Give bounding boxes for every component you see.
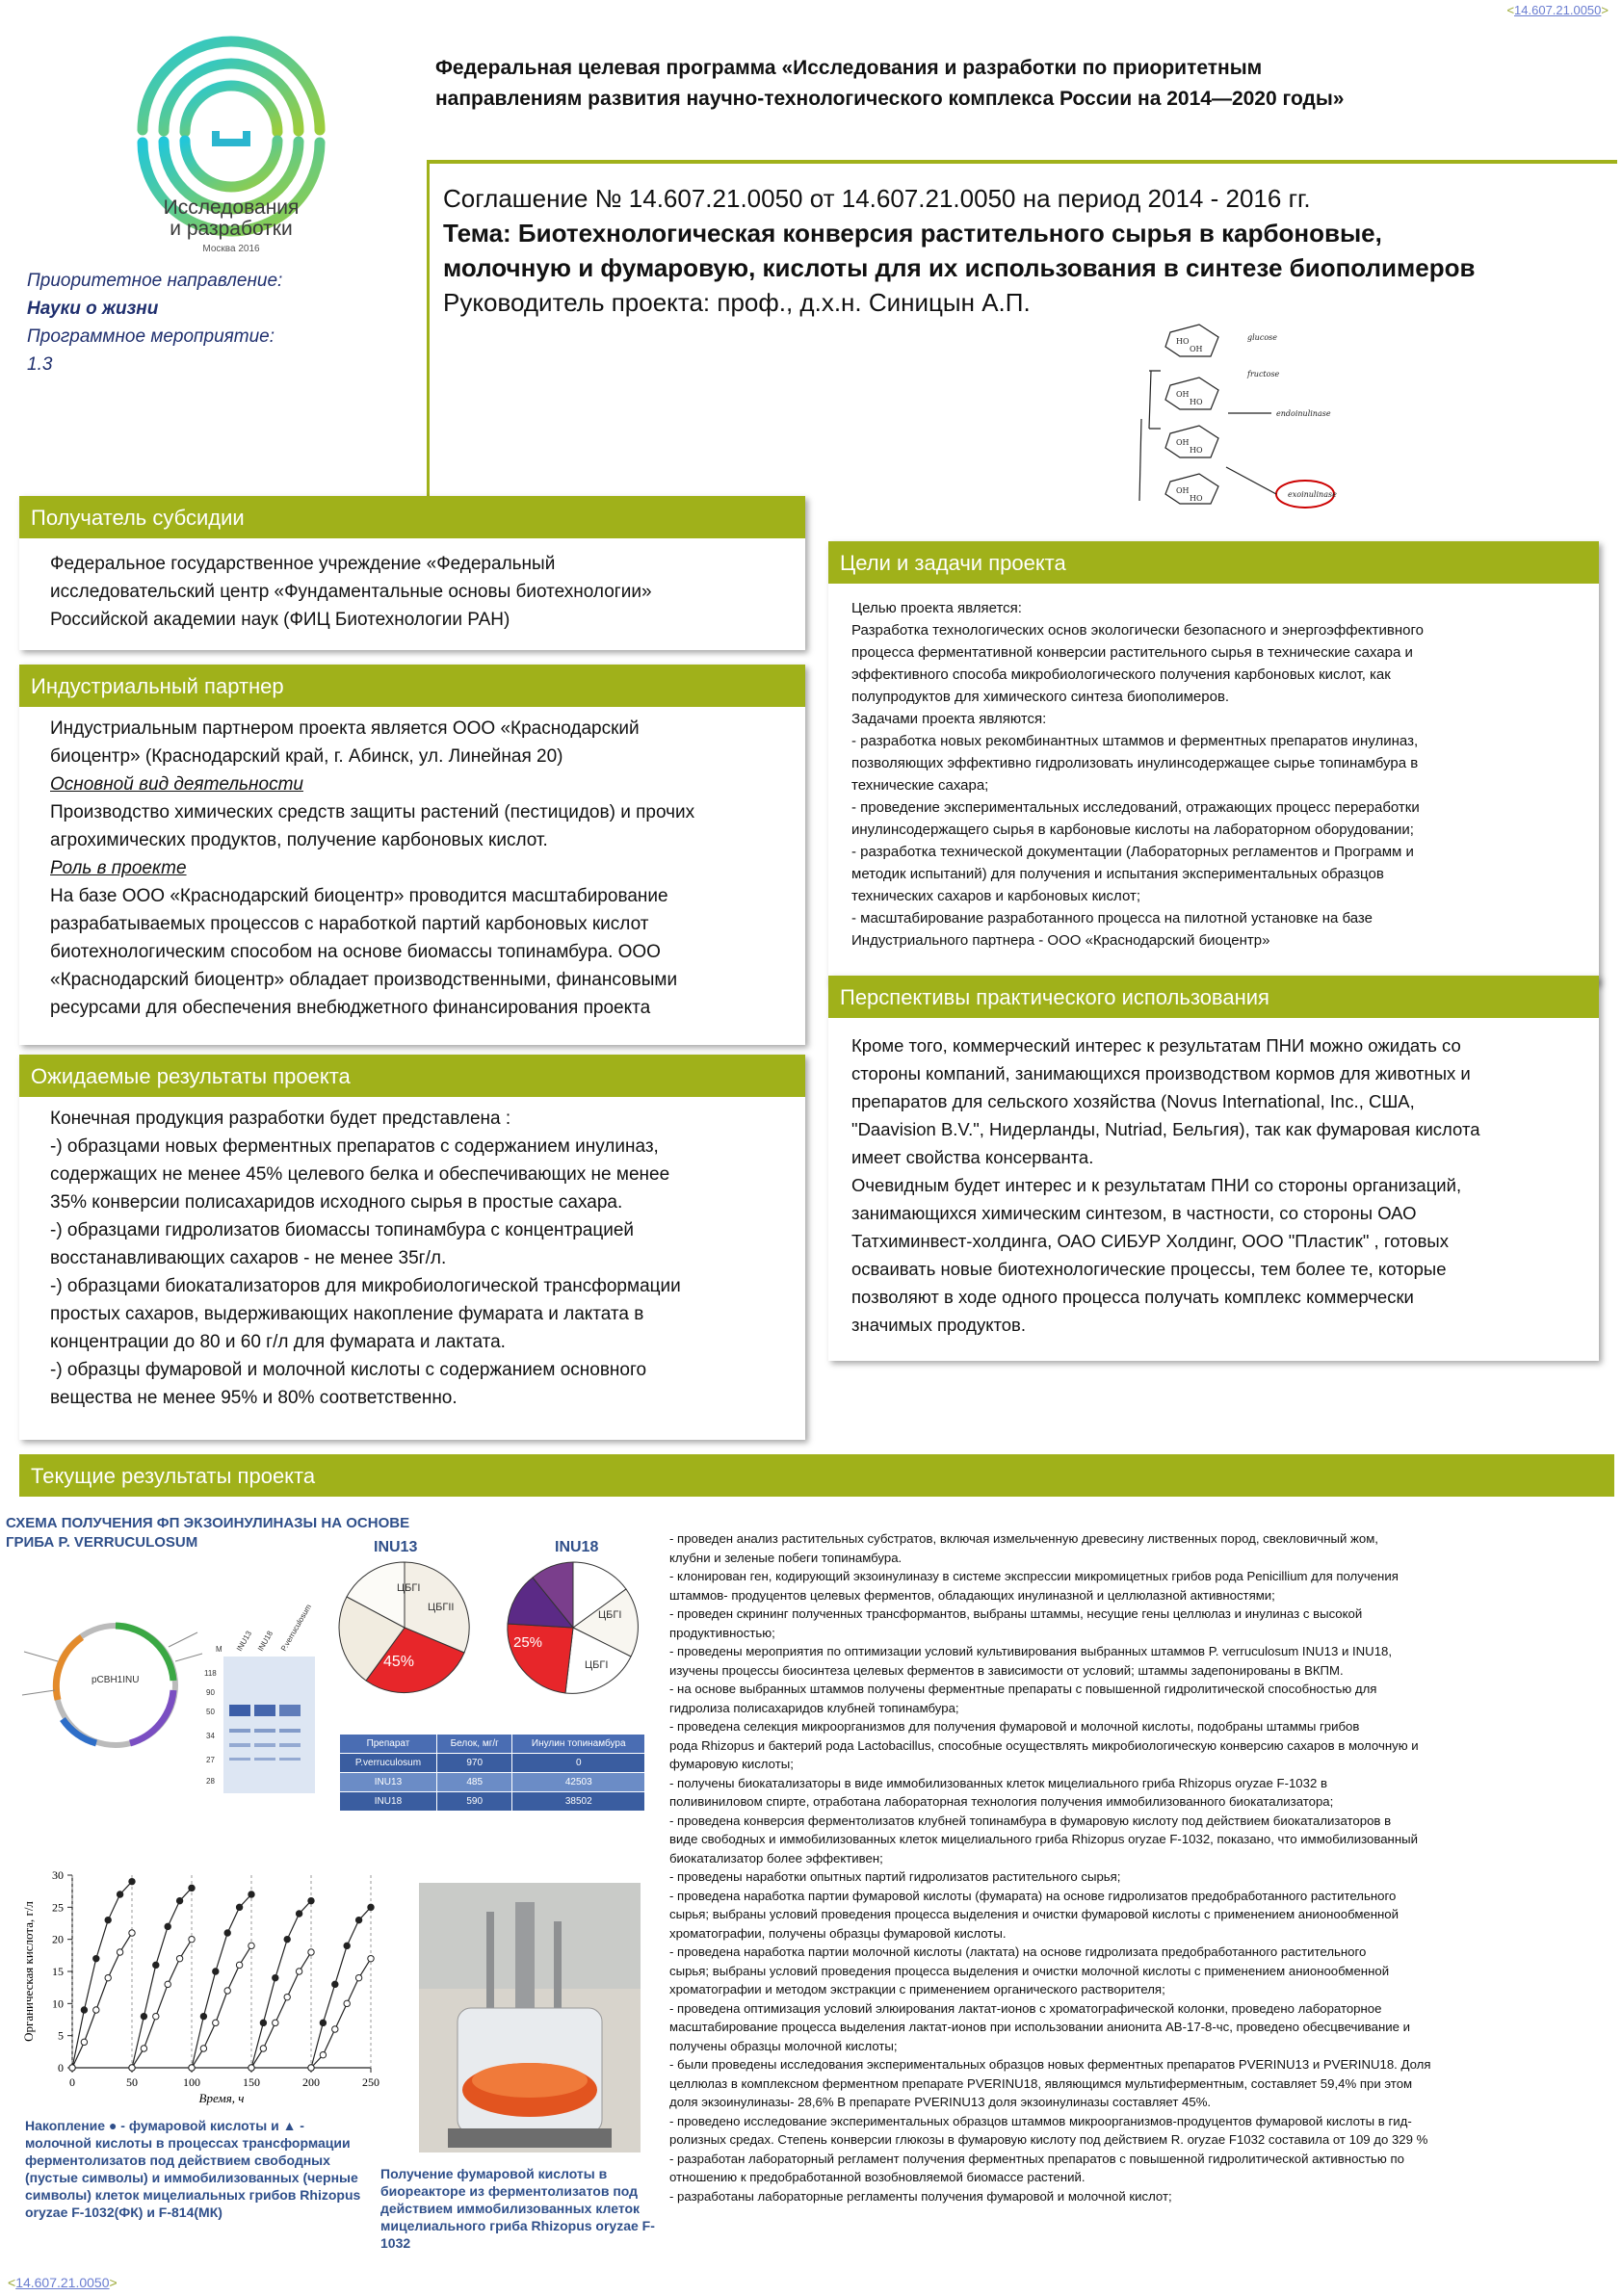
expected-line: -) образцы фумаровой и молочной кислоты с содержанием основного <box>50 1360 647 1380</box>
gel-marker: 50 <box>206 1708 215 1716</box>
series-line-cycle4-immobilized <box>251 1901 311 2068</box>
data-point <box>105 1974 111 1980</box>
prospects-line: Кроме того, коммерческий интерес к результатам ПНИ можно ожидать со <box>851 1035 1461 1056</box>
data-point <box>332 2026 338 2032</box>
current-result-line: изучены процессы биосинтеза целевых ферментов в зависимости от условий; штаммы задепонированы в ВКПМ. <box>669 1662 1344 1678</box>
expected-line: концентрации до 80 и 60 г/л для фумарата и лактата. <box>50 1332 506 1352</box>
svg-text:HO: HO <box>1190 398 1203 406</box>
recipient-panel <box>19 496 805 650</box>
current-result-line: отношению к предобработанной возобновляемой биомассе растений. <box>669 2170 1086 2184</box>
current-result-line: - проведена селекция микроорганизмов для получения фумаровой и молочной кислоты, подобраны штаммы грибов <box>669 1719 1360 1734</box>
current-result-line: - разработаны лабораторные регламенты получения фумаровой и молочной кислот; <box>669 2188 1172 2204</box>
expected-line: восстанавливающих сахаров - не менее 35г/л. <box>50 1248 447 1268</box>
logo-text <box>116 197 347 254</box>
svg-text:HO: HO <box>1190 494 1203 503</box>
recipient-body <box>19 538 805 634</box>
goals-body <box>828 584 1599 952</box>
current-result-line: - получены биокатализаторы в виде иммобилизованных клеток мицелиального гриба Rhizopus oryzae F-1032 в <box>669 1775 1327 1790</box>
expected-line: -) образцами новых ферментных препаратов с содержанием инулиназ, <box>50 1136 659 1157</box>
data-point <box>129 2065 135 2071</box>
expected-line: вещества не менее 95% и 80% соответственно. <box>50 1388 458 1408</box>
current-result-line: доля экзоинулиназы- 28,6% В препарате PVERINU13 доля экзоинулиназы составляет 45%. <box>669 2095 1212 2109</box>
table-header-cell: Инулин топинамбура <box>512 1735 645 1754</box>
logo-line1: Исследования <box>163 196 300 219</box>
prospects-line: Очевидным будет интерес и к результатам ПНИ со стороны организаций, <box>851 1175 1462 1195</box>
partner-line: агрохимических продуктов, получение карбоновых кислот. <box>50 830 548 850</box>
data-point <box>105 1917 111 1922</box>
prospects-line: имеет свойства консерванта. <box>851 1147 1094 1167</box>
schema-title <box>6 1514 507 1552</box>
prospects-line: стороны компаний, занимающихся производством кормов для животных и <box>851 1063 1471 1083</box>
program-title-line2: направлениям развития научно-технологического комплекса России на 2014—2020 годы» <box>435 88 1345 110</box>
y-tick-label: 15 <box>52 1965 64 1978</box>
data-point <box>81 2039 87 2045</box>
gel-marker: 28 <box>206 1777 215 1786</box>
current-result-line: виде свободных и иммобилизованных клеток мицелиального гриба Rhizopus oryzae F-1032, показано, что иммобилизованный <box>669 1832 1418 1846</box>
y-tick-label: 5 <box>58 2028 64 2043</box>
table-cell: 590 <box>436 1792 512 1812</box>
x-axis-label: Время, ч <box>198 2091 245 2105</box>
data-point <box>117 1949 122 1955</box>
priority-value1: Науки о жизни <box>27 299 159 319</box>
data-point <box>273 1974 278 1980</box>
recipient-line: Российской академии наук (ФИЦ Биотехнологии РАН) <box>50 610 510 630</box>
partner-line: разрабатываемых процессов с наработкой партий карбоновых кислот <box>50 914 649 934</box>
data-point <box>284 1936 290 1942</box>
table-cell: 38502 <box>512 1792 645 1812</box>
data-point <box>141 2046 146 2051</box>
current-result-line: гидролиза полисахаридов клубней топинамбура; <box>669 1700 959 1715</box>
current-result-line: сырья; выбраны условий проведения процесса выделения и очистки молочной кислоты с применением анионообменной <box>669 1963 1390 1978</box>
expected-line: -) образцами биокатализаторов для микробиологической трансформации <box>50 1276 681 1296</box>
current-result-line: штаммов- продуцентов целевых ферментов, обладающих инулиназной и целлюлазной активностями; <box>669 1587 1275 1603</box>
acid-accumulation-chart <box>19 1864 385 2104</box>
data-point <box>260 2020 266 2025</box>
data-point <box>176 1955 182 1961</box>
series-line-cycle1-immobilized <box>72 1882 132 2068</box>
partner-line: Индустриальным партнером проекта является ООО «Краснодарский <box>50 718 640 739</box>
current-result-line: - клонирован ген, кодирующий экзоинулиназу в системе экспрессии микромицетных грибов рода Penicillium для получения <box>669 1569 1399 1583</box>
data-point <box>344 2000 350 2006</box>
goals-line: - проведение экспериментальных исследований, отражающих процесс переработки <box>851 799 1420 816</box>
data-point <box>93 2007 99 2013</box>
table-row <box>340 1792 645 1812</box>
table-row <box>340 1773 645 1792</box>
prospects-line: "Daavision B.V.", Нидерланды, Nutriad, Бельгия), так как фумаровая кислота <box>851 1119 1480 1139</box>
current-result-line: биокатализатор более эффективен; <box>669 1850 883 1866</box>
data-point <box>249 1943 254 1948</box>
prospects-body <box>828 1018 1599 1339</box>
y-tick-label: 0 <box>58 2061 64 2074</box>
inulin-structure-diagram <box>1132 313 1339 510</box>
y-tick-label: 10 <box>52 1996 64 2011</box>
data-point <box>129 1878 135 1884</box>
expected-line: простых сахаров, выдерживающих накопление фумарата и лактата в <box>50 1304 644 1324</box>
data-point <box>368 1904 374 1910</box>
goals-line: методик испытаний) для получения и испытания экспериментальных образцов <box>851 866 1384 882</box>
expected-panel <box>19 1055 805 1440</box>
goals-line: Задачами проекта являются: <box>851 711 1047 727</box>
data-point <box>320 2051 326 2057</box>
table-cell: INU18 <box>340 1792 437 1812</box>
table-cell: 0 <box>512 1754 645 1773</box>
logo-sub: Москва 2016 <box>202 244 260 254</box>
goals-line: Разработка технологических основ экологически безопасного и энергоэффективного <box>851 622 1425 639</box>
data-point <box>153 1962 159 1968</box>
current-result-line: - проведена оптимизация условий элюирования лактат-ионов с хроматографической колонки, проведено лабораторное <box>669 2000 1382 2016</box>
goals-line: - разработка технической документации (Лабораторных регламентов и Программ и <box>851 844 1414 860</box>
goals-panel <box>828 541 1599 984</box>
goals-header: Цели и задачи проекта <box>828 541 1599 584</box>
data-point <box>273 2020 278 2025</box>
goals-line: полупродуктов для химического синтеза биополимеров. <box>851 689 1230 705</box>
gel-marker: 34 <box>206 1732 215 1740</box>
table-header-cell: Белок, мг/г <box>436 1735 512 1754</box>
data-point <box>141 2013 146 2019</box>
table-cell: INU13 <box>340 1773 437 1792</box>
topic-line2: молочную и фумаровую, кислоты для их использования в синтезе биополимеров <box>443 253 1476 282</box>
bottom-link[interactable]: <14.607.21.0050> <box>8 2275 118 2290</box>
current-result-line: - проведена наработка партии фумаровой кислоты (фумарата) на основе гидролизатов предобработанного растительного <box>669 1888 1397 1903</box>
pie2-title: INU18 <box>555 1539 599 1555</box>
x-tick-label: 250 <box>362 2075 379 2089</box>
data-point <box>200 2013 206 2019</box>
exoinulinase-label: exoinulinase <box>1288 490 1337 499</box>
data-point <box>81 2007 87 2013</box>
goals-line: процесса ферментативной конверсии растительного сырья в технические сахара и <box>851 644 1413 661</box>
frame-left-line <box>427 160 430 499</box>
recipient-line: исследовательский центр «Фундаментальные основы биотехнологии» <box>50 582 652 602</box>
expected-line: 35% конверсии полисахаридов исходного сырья в простые сахара. <box>50 1192 623 1213</box>
plasmid-label: pCBH1INU <box>92 1675 140 1685</box>
data-point <box>355 1917 361 1922</box>
expected-body <box>19 1097 805 1412</box>
goals-line: инулинсодержащего сырья в карбоновые кислоты на лабораторном оборудовании; <box>851 822 1414 838</box>
data-point <box>213 1969 219 1974</box>
data-point <box>224 1930 230 1936</box>
priority-block <box>27 267 282 378</box>
pie1-percent: 45% <box>383 1654 415 1670</box>
current-result-line: продуктивностью; <box>669 1625 775 1640</box>
svg-text:OH: OH <box>1176 438 1190 447</box>
prospects-line: осваивать новые биотехнологические процессы, тем более те, которые <box>851 1259 1447 1279</box>
partner-line: ресурсами для обеспечения внебюджетного финансирования проекта <box>50 998 651 1018</box>
agreement-line: Соглашение № 14.607.21.0050 от 14.607.21.0050 на период 2014 - 2016 гг. <box>443 184 1311 213</box>
svg-text:OH: OH <box>1190 345 1203 353</box>
y-tick-label: 20 <box>52 1932 64 1946</box>
x-tick-label: 0 <box>69 2075 75 2089</box>
prospects-line: позволяют в ходе одного процесса получать комплекс коммерчески <box>851 1287 1414 1307</box>
y-tick-label: 25 <box>52 1900 64 1915</box>
current-results-list <box>669 1529 1616 2205</box>
partner-subheading: Основной вид деятельности <box>50 774 303 795</box>
prospects-line: препаратов для сельского хозяйства (Novus International, Inc., США, <box>851 1091 1415 1111</box>
current-result-line: фумаровую кислоты; <box>669 1757 794 1771</box>
series-line-cycle3-immobilized <box>192 1894 251 2068</box>
data-point <box>296 1969 301 1974</box>
series-line-cycle5-free <box>311 1959 371 2068</box>
current-result-line: - проведен скрининг полученных трансформантов, выбраны штаммы, несущие гены целлюлаз и инулиназ с высокой <box>669 1606 1363 1621</box>
expected-line: содержащих не менее 45% целевого белка и обеспечивающих не менее <box>50 1164 670 1185</box>
data-point <box>236 1904 242 1910</box>
prospects-header: Перспективы практического использования <box>828 976 1599 1018</box>
current-result-line: - проведена наработка партии молочной кислоты (лактата) на основе гидролизата предобработанного растительного <box>669 1944 1367 1959</box>
priority-label2: Программное мероприятие: <box>27 326 275 347</box>
data-point <box>236 1962 242 1968</box>
prospects-line: Татхиминвест-холдинга, ОАО СИБУР Холдинг, ООО "Пластик" , готовых <box>851 1231 1449 1251</box>
frame-top-line <box>427 160 1617 164</box>
y-axis-label: Органическая кислота, г/л <box>21 1901 36 2042</box>
data-point <box>224 1988 230 1994</box>
table-cell: P.verruculosum <box>340 1754 437 1773</box>
data-point <box>213 2020 219 2025</box>
pie2-label-a: ЦБГI <box>598 1609 622 1621</box>
data-point <box>284 1994 290 1999</box>
table-header-cell: Препарат <box>340 1735 437 1754</box>
x-tick-label: 50 <box>126 2075 138 2089</box>
goals-line: - масштабирование разработанного процесса на пилотной установке на базе <box>851 910 1373 926</box>
partner-subheading: Роль в проекте <box>50 858 187 878</box>
table-cell: 485 <box>436 1773 512 1792</box>
schema-title-line2: ГРИБА P. VERRUCULOSUM <box>6 1534 198 1551</box>
program-title-line1: Федеральная целевая программа «Исследования и разработки по приоритетным <box>435 57 1263 79</box>
svg-text:HO: HO <box>1176 337 1190 346</box>
gel-lane-label: P.verruculosum <box>278 1603 314 1653</box>
fructose-label: fructose <box>1247 370 1280 378</box>
x-tick-label: 200 <box>302 2075 320 2089</box>
goals-line: Индустриального партнера - ООО «Краснодарский биоцентр» <box>851 932 1270 949</box>
pie-inu13 <box>337 1560 472 1695</box>
expected-line: Конечная продукция разработки будет представлена : <box>50 1109 511 1129</box>
series-line-cycle5-immobilized <box>311 1907 371 2068</box>
data-point <box>189 1885 195 1891</box>
enzyme-table <box>339 1734 645 1812</box>
data-point <box>308 2065 314 2071</box>
data-point <box>249 2065 254 2071</box>
leader-line: Руководитель проекта: проф., д.х.н. Синицын А.П. <box>443 288 1031 317</box>
data-point <box>69 2065 75 2071</box>
current-result-line: - на основе выбранных штаммов получены ферментные препараты с повышенной гидролитической способностью для <box>669 1682 1377 1696</box>
data-point <box>200 2046 206 2051</box>
data-point <box>189 1936 195 1942</box>
chart-caption: Накопление ● - фумаровой кислоты и ▲ - молочной кислоты в процессах трансформации ферментолизатов под действием свободных (пустые символы) и иммобилизованных (черные символы) клеток мицелиальных грибов Rhizopus oryzae F-1032(ФК) и F-814(МК) <box>25 2118 361 2220</box>
data-point <box>260 2046 266 2051</box>
data-point <box>308 1897 314 1903</box>
gel-marker: 118 <box>204 1669 217 1678</box>
partner-panel <box>19 665 805 1045</box>
goals-line: технические сахара; <box>851 777 989 794</box>
current-result-line: получены образцы молочной кислоты; <box>669 2038 898 2053</box>
data-point <box>189 2065 195 2071</box>
pie-inu18 <box>506 1560 641 1695</box>
table-header-row <box>340 1735 645 1754</box>
goals-line: эффективного способа микробиологического получения карбоновых кислот, как <box>851 666 1391 683</box>
current-result-line: - были проведены исследования экспериментальных образцов новых ферментных препаратов PVERINU13 и PVERINU18. Доля <box>669 2057 1431 2072</box>
goals-line: - разработка новых рекомбинантных штаммов и ферментных препаратов инулиназ, <box>851 733 1419 749</box>
gel-marker: 90 <box>206 1688 215 1697</box>
data-point <box>153 2013 159 2019</box>
x-tick-label: 100 <box>183 2075 200 2089</box>
glucose-label: glucose <box>1247 333 1277 342</box>
priority-label1: Приоритетное направление: <box>27 271 283 291</box>
data-point <box>165 1923 170 1929</box>
data-point <box>93 1955 99 1961</box>
partner-line: «Краснодарский биоцентр» обладает производственными, финансовыми <box>50 970 678 990</box>
current-result-line: - проведена конверсия ферментолизатов клубней топинамбура в фумаровую кислоту под действием биокатализаторов в <box>669 1813 1392 1828</box>
current-result-line: клубни и зеленые побеги топинамбура. <box>669 1550 903 1565</box>
data-point <box>308 1949 314 1955</box>
data-point <box>129 1930 135 1936</box>
svg-text:OH: OH <box>1176 486 1190 495</box>
data-point <box>344 1943 350 1948</box>
current-result-line: сырья; выбраны условий проведения процесса выделения и очистки фумаровой кислоты с применением анионообменной <box>669 1907 1399 1921</box>
pie2-percent: 25% <box>513 1634 543 1651</box>
pie1-title: INU13 <box>374 1539 418 1555</box>
data-point <box>320 2020 326 2025</box>
partner-line: биотехнологическим способом на основе биомассы топинамбура. ООО <box>50 942 661 962</box>
current-result-line: масштабирование процесса выделения лактат-ионов при использовании анионита АВ-17-8-чс, проведено обесцвечивание и <box>669 2020 1410 2034</box>
logo-icon <box>116 39 347 197</box>
partner-line: На базе ООО «Краснодарский биоцентр» проводится масштабирование <box>50 886 668 906</box>
current-result-line: целлюлаз в комплексном ферментном препарате PVERINU18, являющимся мультиферментным, составляет 59,4% при этом <box>669 2075 1413 2091</box>
prospects-panel <box>828 976 1599 1361</box>
data-point <box>355 1974 361 1980</box>
topic-line1: Тема: Биотехнологическая конверсия растительного сырья в карбоновые, <box>443 219 1382 248</box>
current-result-line: хроматографии, получены образцы фумаровой кислоты. <box>669 1925 1007 1941</box>
pie1-label-b: ЦБГII <box>428 1602 455 1613</box>
data-point <box>176 1897 182 1903</box>
current-result-line: рода Rhizopus и бактерий рода Lactobacillus, способные осуществлять микробиологическую конверсию сахаров в молочную и <box>669 1737 1419 1753</box>
recipient-line: Федеральное государственное учреждение «Федеральный <box>50 554 556 574</box>
data-point <box>368 1955 374 1961</box>
current-result-line: - проведены мероприятия по оптимизации условий культивирования выбранных штаммов P. verruculosum INU13 и INU18, <box>669 1644 1393 1658</box>
goals-line: технических сахаров и карбоновых кислот; <box>851 888 1140 904</box>
data-point <box>165 1981 170 1987</box>
top-link[interactable]: <14.607.21.0050> <box>1506 3 1609 17</box>
data-point <box>117 1892 122 1897</box>
logo-line2: и разработки <box>170 218 293 240</box>
current-result-line: - проведен анализ растительных субстратов, включая измельченную древесину лиственных пород, свекловичный жом, <box>669 1531 1378 1546</box>
current-result-line: ролизных средах. Степень конверсии глюкозы в фумаровую кислоту под действием R. oryzae F1032 составила от 109 до 329 % <box>669 2132 1428 2147</box>
x-tick-label: 150 <box>243 2075 260 2089</box>
priority-value2: 1.3 <box>27 354 53 375</box>
current-result-line: - проведено исследование экспериментальных образцов штаммов микроорганизмов-продуцентов фумаровой кислоты в гид- <box>669 2113 1412 2128</box>
current-result-line: поливиниловом спирте, отработана лабораторная технология получения иммобилизованного биокатализатора; <box>669 1794 1334 1809</box>
partner-body <box>19 707 805 1022</box>
gel-lane-label: INU13 <box>234 1629 254 1653</box>
bottom-link-anchor[interactable]: 14.607.21.0050 <box>15 2275 110 2290</box>
svg-text:HO: HO <box>1190 446 1203 455</box>
prospects-line: занимающихся химическим синтезом, в частности, со стороны ОАО <box>851 1203 1417 1223</box>
partner-line: биоцентр» (Краснодарский край, г. Абинск, ул. Линейная 20) <box>50 746 563 767</box>
current-result-line: - разработан лабораторный регламент получения ферментных препаратов с повышенной гидролитической активностью по <box>669 2151 1404 2166</box>
goals-line: позволяющих эффективно гидролизовать инулинсодержащее сырье топинамбура в <box>851 755 1419 771</box>
data-point <box>249 1892 254 1897</box>
gel-electrophoresis-image <box>202 1603 318 1796</box>
program-title <box>435 53 1543 115</box>
recipient-header: Получатель субсидии <box>19 496 805 538</box>
table-cell: 42503 <box>512 1773 645 1792</box>
goals-line: Целью проекта является: <box>851 600 1022 616</box>
bioreactor-caption: Получение фумаровой кислоты в биореакторе из ферментолизатов под действием иммобилизованных клеток мицелиального гриба Rhizopus oryzae F-1032 <box>380 2166 655 2251</box>
current-header: Текущие результаты проекта <box>19 1454 1614 1497</box>
prospects-line: значимых продуктов. <box>851 1315 1027 1335</box>
expected-header: Ожидаемые результаты проекта <box>19 1055 805 1097</box>
plasmid-map-diagram <box>14 1594 207 1777</box>
current-result-line: - проведены наработки опытных партий гидролизатов растительного сырья; <box>669 1869 1121 1884</box>
data-point <box>296 1911 301 1917</box>
expected-line: -) образцами гидролизатов биомассы топинамбура с концентрацией <box>50 1220 635 1240</box>
data-point <box>332 1981 338 1987</box>
series-line-cycle2-immobilized <box>132 1888 192 2068</box>
table-row <box>340 1754 645 1773</box>
pie2-label-b: ЦБГI <box>585 1659 609 1671</box>
gel-lane-label: M <box>216 1645 222 1654</box>
agreement-block <box>443 181 1609 320</box>
schema-title-line1: СХЕМА ПОЛУЧЕНИЯ ФП ЭКЗОИНУЛИНАЗЫ НА ОСНОВЕ <box>6 1515 410 1531</box>
table-cell: 970 <box>436 1754 512 1773</box>
gel-marker: 27 <box>206 1756 215 1764</box>
top-link-anchor[interactable]: 14.607.21.0050 <box>1514 3 1602 17</box>
partner-header: Индустриальный партнер <box>19 665 805 707</box>
gel-lane-label: INU18 <box>255 1629 275 1653</box>
endoinulinase-label: endoinulinase <box>1276 409 1331 418</box>
y-tick-label: 30 <box>52 1868 64 1882</box>
bioreactor-photo <box>419 1883 641 2152</box>
pie1-label-a: ЦБГI <box>397 1582 421 1594</box>
partner-line: Производство химических средств защиты растений (пестицидов) и прочих <box>50 802 695 822</box>
current-result-line: хроматографии и методом экстракции с применением органического растворителя; <box>669 1982 1165 1996</box>
svg-text:OH: OH <box>1176 390 1190 399</box>
